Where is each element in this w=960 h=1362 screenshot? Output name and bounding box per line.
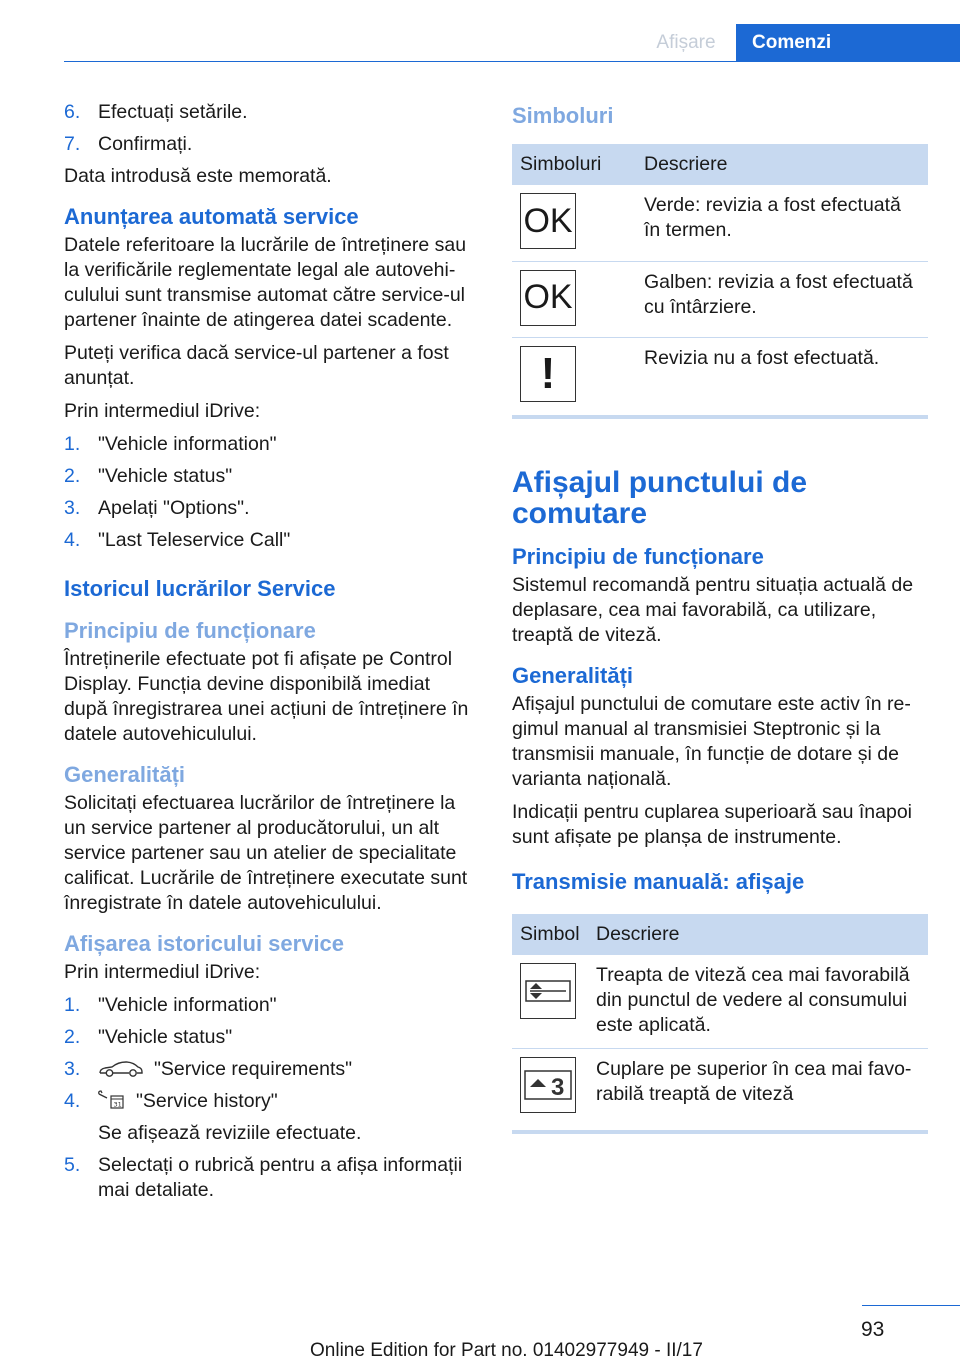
heading-general-right: Generalități: [512, 663, 634, 688]
table-row: [512, 185, 928, 261]
step-number: 2.: [64, 1026, 81, 1048]
upshift-icon: [520, 1057, 576, 1113]
ok-yellow-icon: [520, 270, 576, 326]
table-cell: Treapta de viteză cea mai favorabilă din punctul de vedere al consumului este aplicată.: [588, 955, 928, 1049]
paragraph-principle-right: Sistemul recomandă pentru situația actuală de deplasare, cea mai favorabilă, ca utilizare, treaptă de viteză.: [512, 574, 914, 646]
list-item: [64, 132, 478, 157]
step-number: 2.: [64, 465, 81, 487]
heading-principle-right: Principiu de funcționare: [512, 544, 764, 569]
step-number: 3.: [64, 497, 81, 519]
header-tab-display[interactable]: Afișare: [656, 32, 716, 53]
table-cell: Revizia nu a fost efectuată.: [644, 346, 880, 369]
paragraph-general-right-1: Afișajul punctului de comutare este activ în regimul manual al transmisiei Steptronic și la transmisii manuale, în funcție de dotare și de varianta națională.: [512, 693, 911, 790]
step-text: Efectuați setările.: [98, 101, 248, 123]
paragraph-idrive-1: Prin intermediul iDrive:: [64, 400, 261, 422]
heading-shift-point: Afișajul punctului de comutare: [512, 466, 808, 530]
step-text: Apelați "Options".: [98, 497, 250, 519]
shift-table: [512, 914, 928, 1134]
step-text: "Last Teleservice Call": [98, 529, 291, 551]
ok-green-icon: [520, 193, 576, 249]
right-column: [512, 100, 928, 1134]
step-number: 4.: [64, 529, 81, 551]
heading-principle: Principiu de funcționare: [64, 618, 316, 643]
table-end-rule: [512, 1130, 928, 1134]
car-icon: [98, 1060, 144, 1078]
paragraph-auto-2: Puteți verifica dacă service-ul partener a fost anunțat.: [64, 342, 449, 389]
footer-divider: [862, 1305, 960, 1306]
table-row: [512, 1049, 928, 1131]
step-subtext: Se afișează reviziile efectuate.: [98, 1122, 362, 1144]
table-cell: Cuplare pe superior în cea mai favorabilă treaptă de viteză: [596, 1058, 912, 1105]
symbol-text: !: [540, 349, 556, 398]
table-header-cell: Descriere: [588, 914, 928, 955]
paragraph-general: Solicitați efectuarea lucrărilor de întreținere la un service partener al producătorului, un alt service partener sau un atelier de specialitate calificat. Lucrările de întreținere executate sunt înregistrate în datele autovehiculului.: [64, 792, 468, 914]
step-text: "Vehicle information": [98, 994, 277, 1016]
steps-list-a: [64, 100, 478, 157]
paragraph-principle: Întreținerile efectuate pot fi afișate pe Control Display. Funcția devine disponibilă imediat după înregistrarea unei acțiuni de întreținere în datele autovehiculului.: [64, 648, 469, 745]
step-text: Confirmați.: [98, 133, 193, 155]
list-item: [64, 1025, 478, 1050]
left-column: [64, 100, 478, 1210]
list-item: [64, 528, 478, 553]
table-row: [512, 261, 928, 337]
heading-symbols: Simboluri: [512, 103, 614, 128]
step-number: 6.: [64, 101, 81, 123]
paragraph-general-right-2: Indicații pentru cuplarea superioară sau înapoi sunt afișate pe planșa de instrumente.: [512, 801, 913, 848]
heading-manual-transmission: Transmisie manuală: afișaje: [512, 869, 805, 894]
table-header-cell: Simbol: [512, 914, 588, 955]
list-item: [64, 432, 478, 457]
wrench-calendar-icon: [98, 1090, 126, 1110]
heading-service-history: Istoricul lucrărilor Service: [64, 576, 336, 601]
table-row: [512, 337, 928, 415]
step-text: "Service requirements": [154, 1058, 353, 1080]
paragraph-auto-1: Datele referitoare la lucrările de întreținere sau la verificările reglementate legal ale autovehiculului sunt transmise automat către service-ul partener înainte de atingerea datei scadente.: [64, 234, 467, 331]
optimal-gear-icon: [520, 963, 576, 1019]
page-number: 93: [861, 1318, 885, 1341]
table-header-cell: Simboluri: [512, 144, 636, 185]
steps-list-c: [64, 993, 478, 1203]
list-item: [64, 1089, 478, 1146]
step-text: "Vehicle status": [98, 465, 233, 487]
step-number: 1.: [64, 433, 81, 455]
step-number: 4.: [64, 1090, 81, 1112]
list-item: [64, 464, 478, 489]
paragraph-idrive-2: Prin intermediul iDrive:: [64, 961, 261, 983]
heading-general: Generalități: [64, 762, 186, 787]
step-number: 1.: [64, 994, 81, 1016]
table-cell: Galben: revizia a fost efectuată cu întârziere.: [636, 261, 928, 337]
symbols-table: [512, 144, 928, 419]
table-cell: Verde: revizia a fost efectuată în termen.: [636, 185, 928, 261]
list-item: [64, 496, 478, 521]
table-end-rule: [512, 415, 928, 419]
list-item: [64, 100, 478, 125]
svg-text:31: 31: [113, 1100, 122, 1109]
step-number: 3.: [64, 1058, 81, 1080]
step-number: 7.: [64, 133, 81, 155]
step-text: "Vehicle status": [98, 1026, 233, 1048]
steps-list-b: [64, 432, 478, 553]
table-header-cell: Descriere: [636, 144, 928, 185]
symbol-text: OK: [523, 278, 573, 316]
step-number: 5.: [64, 1154, 81, 1176]
header-divider: [64, 61, 960, 62]
exclamation-icon: [520, 346, 576, 402]
list-item: [64, 1057, 478, 1082]
paragraph-saved: Data introdusă este memorată.: [64, 165, 332, 187]
symbol-text: OK: [523, 201, 573, 240]
list-item: [64, 1153, 478, 1203]
header-tab-controls[interactable]: Comenzi: [736, 24, 960, 62]
heading-display-history: Afișarea istoricului service: [64, 931, 345, 956]
step-text: "Vehicle information": [98, 433, 277, 455]
heading-auto-service: Anunțarea automată service: [64, 204, 359, 229]
upshift-gear-number: 3: [551, 1074, 565, 1101]
step-text: Selectați o rubrică pentru a afișa informații mai detaliate.: [98, 1154, 463, 1201]
list-item: [64, 993, 478, 1018]
table-header-row: [512, 144, 928, 185]
footer-edition: Online Edition for Part no. 01402977949 - II/17: [310, 1340, 703, 1361]
table-row: [512, 955, 928, 1049]
step-text: "Service history": [136, 1090, 278, 1112]
table-header-row: [512, 914, 928, 955]
